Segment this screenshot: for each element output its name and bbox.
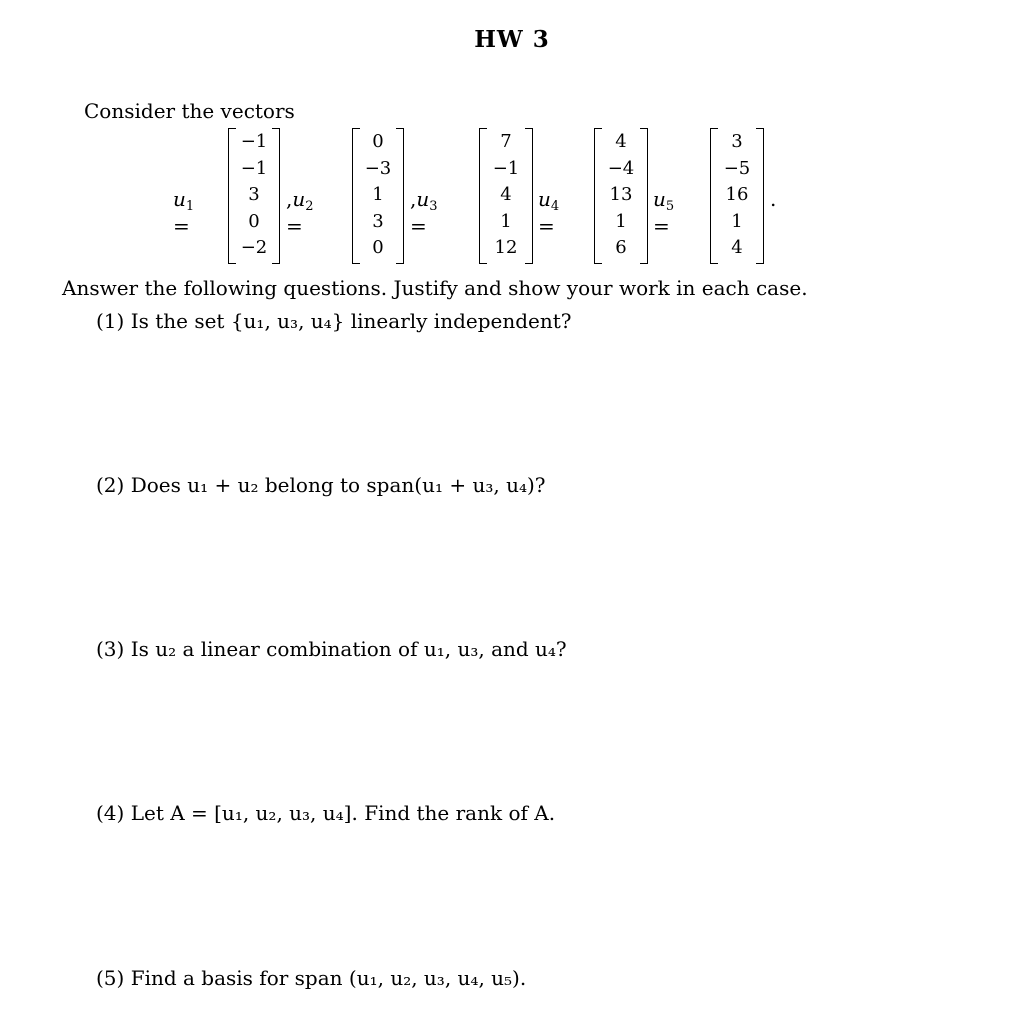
vector-label: $,u_3$ =	[410, 187, 438, 238]
matrix-entry: 3	[248, 184, 260, 205]
matrix-entry: −2	[240, 237, 268, 258]
matrix-entry: −1	[240, 157, 268, 179]
period: .	[770, 187, 777, 211]
question-number: (5)	[96, 966, 125, 990]
question-text: Let A = [u₁, u₂, u₃, u₄]. Find the rank of A.	[130, 801, 556, 825]
question-text: Is u₂ a linear combination of u₁, u₃, and u₄?	[130, 637, 567, 661]
matrix-entry: 1	[372, 184, 384, 205]
question-4	[96, 801, 555, 825]
question-text: Is the set {u₁, u₃, u₄} linearly independent?	[130, 309, 572, 333]
matrix-entry: 0	[248, 210, 260, 232]
vector-label: $,u_2$ =	[286, 187, 314, 238]
matrix-entry: −5	[723, 157, 751, 179]
matrix-entry: −3	[364, 157, 392, 179]
matrix-entry: 1	[731, 210, 743, 232]
matrix-entry: 6	[615, 237, 627, 258]
column-matrix	[710, 126, 764, 266]
matrix-entry: 3	[372, 210, 384, 232]
column-matrix	[594, 126, 648, 266]
matrix-entry: −4	[607, 157, 635, 179]
question-number: (4)	[96, 801, 125, 825]
matrix-entry: 16	[725, 184, 749, 205]
question-5	[96, 966, 526, 990]
intro-text: Consider the vectors	[84, 99, 295, 123]
column-matrix	[228, 126, 280, 266]
question-text: Find a basis for span (u₁, u₂, u₃, u₄, u₅).	[130, 966, 527, 990]
instructions-text: Answer the following questions. Justify and show your work in each case.	[62, 276, 808, 300]
matrix-entry: 0	[372, 237, 384, 258]
matrix-entry: −1	[492, 157, 520, 179]
matrix-entry: 12	[494, 237, 518, 258]
matrix-entry: 0	[372, 131, 384, 152]
vector-label: $u_1$ =	[173, 187, 195, 238]
column-matrix	[352, 126, 404, 266]
question-text: Does u₁ + u₂ belong to span(u₁ + u₃, u₄)?	[130, 473, 546, 497]
matrix-entry: 3	[731, 131, 743, 152]
matrix-entry: 4	[615, 131, 627, 152]
matrix-entry: 4	[500, 184, 512, 205]
page-title: HW 3	[474, 26, 550, 53]
column-matrix	[479, 126, 533, 266]
question-1	[96, 309, 572, 333]
matrix-entry: 13	[609, 184, 633, 205]
vector-label: $u_5$ =	[653, 187, 675, 238]
vector-label: $u_4$ =	[538, 187, 560, 238]
question-3	[96, 637, 567, 661]
question-number: (2)	[96, 473, 125, 497]
matrix-entry: 4	[731, 237, 743, 258]
question-2	[96, 473, 546, 497]
matrix-entry: 1	[500, 210, 512, 232]
question-number: (3)	[96, 637, 125, 661]
question-number: (1)	[96, 309, 125, 333]
matrix-entry: −1	[240, 131, 268, 152]
matrix-entry: 1	[615, 210, 627, 232]
matrix-entry: 7	[500, 131, 512, 152]
